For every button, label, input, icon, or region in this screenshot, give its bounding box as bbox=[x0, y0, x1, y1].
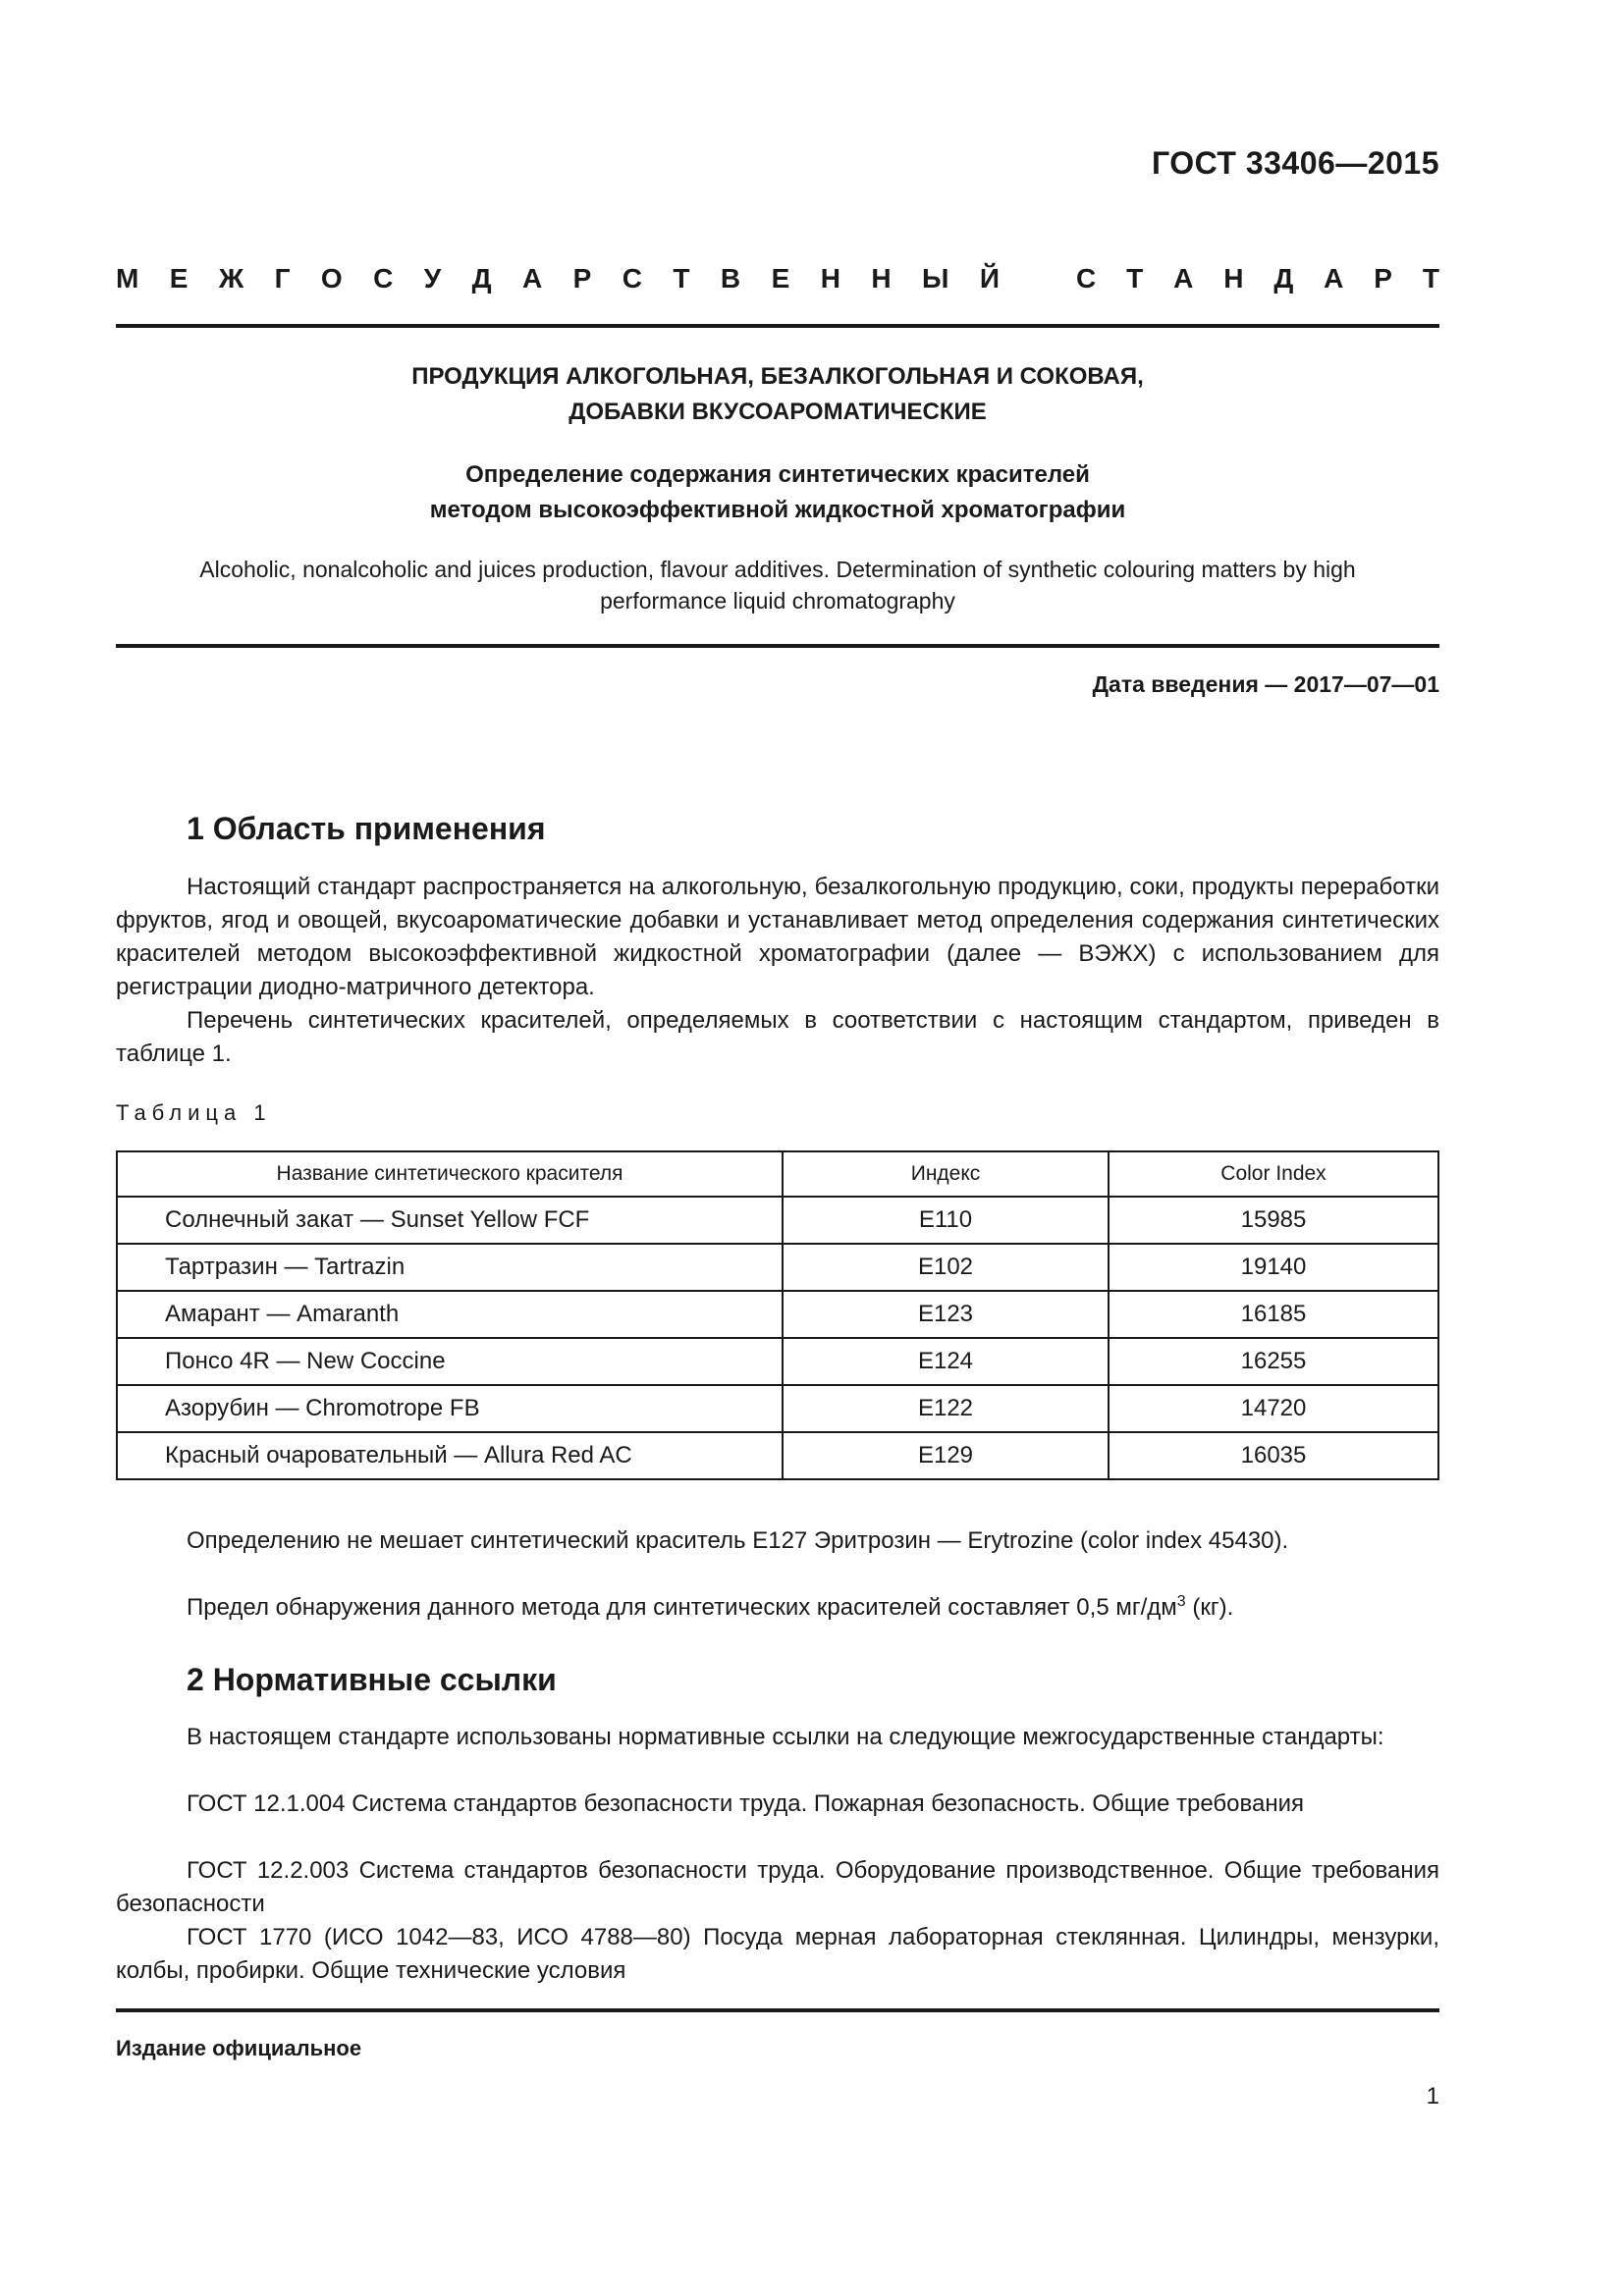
dyes-table bbox=[116, 1150, 1439, 1480]
paragraph-text: (кг). bbox=[1185, 1594, 1234, 1621]
table-header-row bbox=[117, 1151, 1438, 1197]
banner-letter: Р bbox=[1374, 263, 1392, 294]
dye-name-cell: Понсо 4R — New Coccine bbox=[117, 1338, 783, 1385]
reference-text: ГОСТ 12.1.004 Система стандартов безопасности труда. Пожарная безопасность. Общие требования bbox=[187, 1790, 1305, 1817]
color-index-cell: 16185 bbox=[1109, 1291, 1438, 1338]
dye-index-cell: E129 bbox=[783, 1432, 1109, 1479]
table-header-cell: Индекс bbox=[783, 1151, 1109, 1197]
dye-index-cell: E124 bbox=[783, 1338, 1109, 1385]
paragraph-text: Определению не мешает синтетический краситель Е127 Эритрозин — Erytrozine (color index 45430). bbox=[187, 1527, 1289, 1554]
banner-letter: Ы bbox=[922, 263, 949, 294]
table-header-cell: Название синтетического красителя bbox=[117, 1151, 783, 1197]
reference-text: ГОСТ 12.2.003 Система стандартов безопасности труда. Оборудование производственное. Общие требования безопасности bbox=[116, 1857, 1439, 1917]
banner-letter: В bbox=[720, 263, 741, 294]
table-row bbox=[117, 1338, 1438, 1385]
dye-index-cell: E123 bbox=[783, 1291, 1109, 1338]
paragraph-text: Предел обнаружения данного метода для синтетических красителей составляет 0,5 мг/дм bbox=[187, 1594, 1177, 1621]
title-divider bbox=[116, 644, 1439, 648]
date-introduced: Дата введения — 2017—07—01 bbox=[1092, 671, 1439, 697]
reference-text: ГОСТ 1770 (ИСО 1042—83, ИСО 4788—80) Посуда мерная лабораторная стеклянная. Цилиндры, мензурки, колбы, пробирки. Общие технические условия bbox=[116, 1924, 1439, 1984]
banner-letter: Н bbox=[871, 263, 892, 294]
banner-letter: Г bbox=[274, 263, 291, 294]
dye-name-cell: Красный очаровательный — Allura Red AC bbox=[117, 1432, 783, 1479]
banner-letter: Ж bbox=[218, 263, 244, 294]
title-line: ПРОДУКЦИЯ АЛКОГОЛЬНАЯ, БЕЗАЛКОГОЛЬНАЯ И СОКОВАЯ, bbox=[411, 363, 1144, 390]
dye-index-cell: E110 bbox=[783, 1197, 1109, 1244]
paragraph bbox=[116, 871, 1439, 1004]
subtitle-line: Определение содержания синтетических красителей bbox=[465, 461, 1090, 488]
english-title-line: performance liquid chromatography bbox=[600, 588, 955, 614]
paragraph bbox=[116, 1591, 1439, 1625]
english-title bbox=[116, 554, 1439, 616]
page-number: 1 bbox=[1426, 2083, 1439, 2109]
banner-letter: М bbox=[116, 263, 139, 294]
banner-letter: А bbox=[521, 263, 543, 294]
gost-number: ГОСТ 33406—2015 bbox=[1151, 145, 1439, 181]
banner-letter: Д bbox=[471, 263, 492, 294]
reference-item bbox=[116, 1788, 1439, 1821]
document-subtitle bbox=[116, 457, 1439, 528]
banner-letter: Е bbox=[169, 263, 189, 294]
official-edition-label: Издание официальное bbox=[116, 2036, 362, 2060]
banner-letter: С bbox=[373, 263, 394, 294]
banner-letter: О bbox=[320, 263, 343, 294]
color-index-cell: 19140 bbox=[1109, 1244, 1438, 1291]
dye-index-cell: E122 bbox=[783, 1385, 1109, 1432]
section-heading-references: 2 Нормативные ссылки bbox=[187, 1662, 557, 1697]
table-header-cell: Color Index bbox=[1109, 1151, 1438, 1197]
table-row bbox=[117, 1291, 1438, 1338]
dye-name-cell: Солнечный закат — Sunset Yellow FCF bbox=[117, 1197, 783, 1244]
banner-letter: Р bbox=[572, 263, 592, 294]
banner-letter: С bbox=[622, 263, 642, 294]
standard-word bbox=[1076, 263, 1439, 294]
interstate-word bbox=[116, 263, 1000, 294]
title-line: ДОБАВКИ ВКУСОАРОМАТИЧЕСКИЕ bbox=[568, 399, 987, 425]
dye-name-cell: Амарант — Amaranth bbox=[117, 1291, 783, 1338]
paragraph-text: В настоящем стандарте использованы нормативные ссылки на следующие межгосударственные стандарты: bbox=[187, 1724, 1384, 1750]
banner-letter: Н bbox=[820, 263, 840, 294]
paragraph bbox=[116, 1004, 1439, 1071]
table-row bbox=[117, 1385, 1438, 1432]
paragraph bbox=[116, 1721, 1439, 1754]
banner-letter: С bbox=[1076, 263, 1097, 294]
banner-letter: А bbox=[1173, 263, 1194, 294]
banner-letter: У bbox=[423, 263, 442, 294]
banner-letter: Й bbox=[979, 263, 1000, 294]
subtitle-line: методом высокоэффективной жидкостной хроматографии bbox=[429, 497, 1126, 523]
banner-letter: Т bbox=[673, 263, 690, 294]
reference-item bbox=[116, 1854, 1439, 1921]
dye-index-cell: E102 bbox=[783, 1244, 1109, 1291]
paragraph bbox=[116, 1524, 1439, 1558]
table-row bbox=[117, 1244, 1438, 1291]
color-index-cell: 15985 bbox=[1109, 1197, 1438, 1244]
paragraph-text: Перечень синтетических красителей, определяемых в соответствии с настоящим стандартом, приведен в таблице 1. bbox=[116, 1007, 1439, 1067]
banner-letter: Е bbox=[771, 263, 790, 294]
banner-letter: Т bbox=[1422, 263, 1439, 294]
interstate-standard-banner bbox=[116, 263, 1439, 294]
paragraph-text: Настоящий стандарт распространяется на алкогольную, безалкогольную продукцию, соки, продукты переработки фруктов, ягод и овощей, вкусоароматические добавки и устанавливает метод определения содержания синтетических красителей методом высокоэффективной жидкостной хроматографии (далее — ВЭЖХ) с использованием для регистрации диодно-матричного детектора. bbox=[116, 874, 1439, 1000]
table-row bbox=[117, 1432, 1438, 1479]
dye-name-cell: Тартразин — Tartrazin bbox=[117, 1244, 783, 1291]
banner-letter: Н bbox=[1223, 263, 1244, 294]
reference-item bbox=[116, 1921, 1439, 1988]
color-index-cell: 14720 bbox=[1109, 1385, 1438, 1432]
section-heading-scope: 1 Область применения bbox=[187, 811, 546, 846]
color-index-cell: 16035 bbox=[1109, 1432, 1438, 1479]
banner-letter: Т bbox=[1126, 263, 1144, 294]
superscript: 3 bbox=[1176, 1593, 1186, 1610]
banner-letter: А bbox=[1324, 263, 1344, 294]
dye-name-cell: Азорубин — Chromotrope FB bbox=[117, 1385, 783, 1432]
table-row bbox=[117, 1197, 1438, 1244]
header-divider bbox=[116, 324, 1439, 328]
color-index-cell: 16255 bbox=[1109, 1338, 1438, 1385]
table-caption: Таблица 1 bbox=[116, 1100, 272, 1125]
document-title bbox=[116, 359, 1439, 430]
english-title-line: Alcoholic, nonalcoholic and juices production, flavour additives. Determination of synthetic colouring matters by high bbox=[199, 557, 1356, 582]
footer-divider bbox=[116, 2008, 1439, 2012]
banner-letter: Д bbox=[1273, 263, 1294, 294]
